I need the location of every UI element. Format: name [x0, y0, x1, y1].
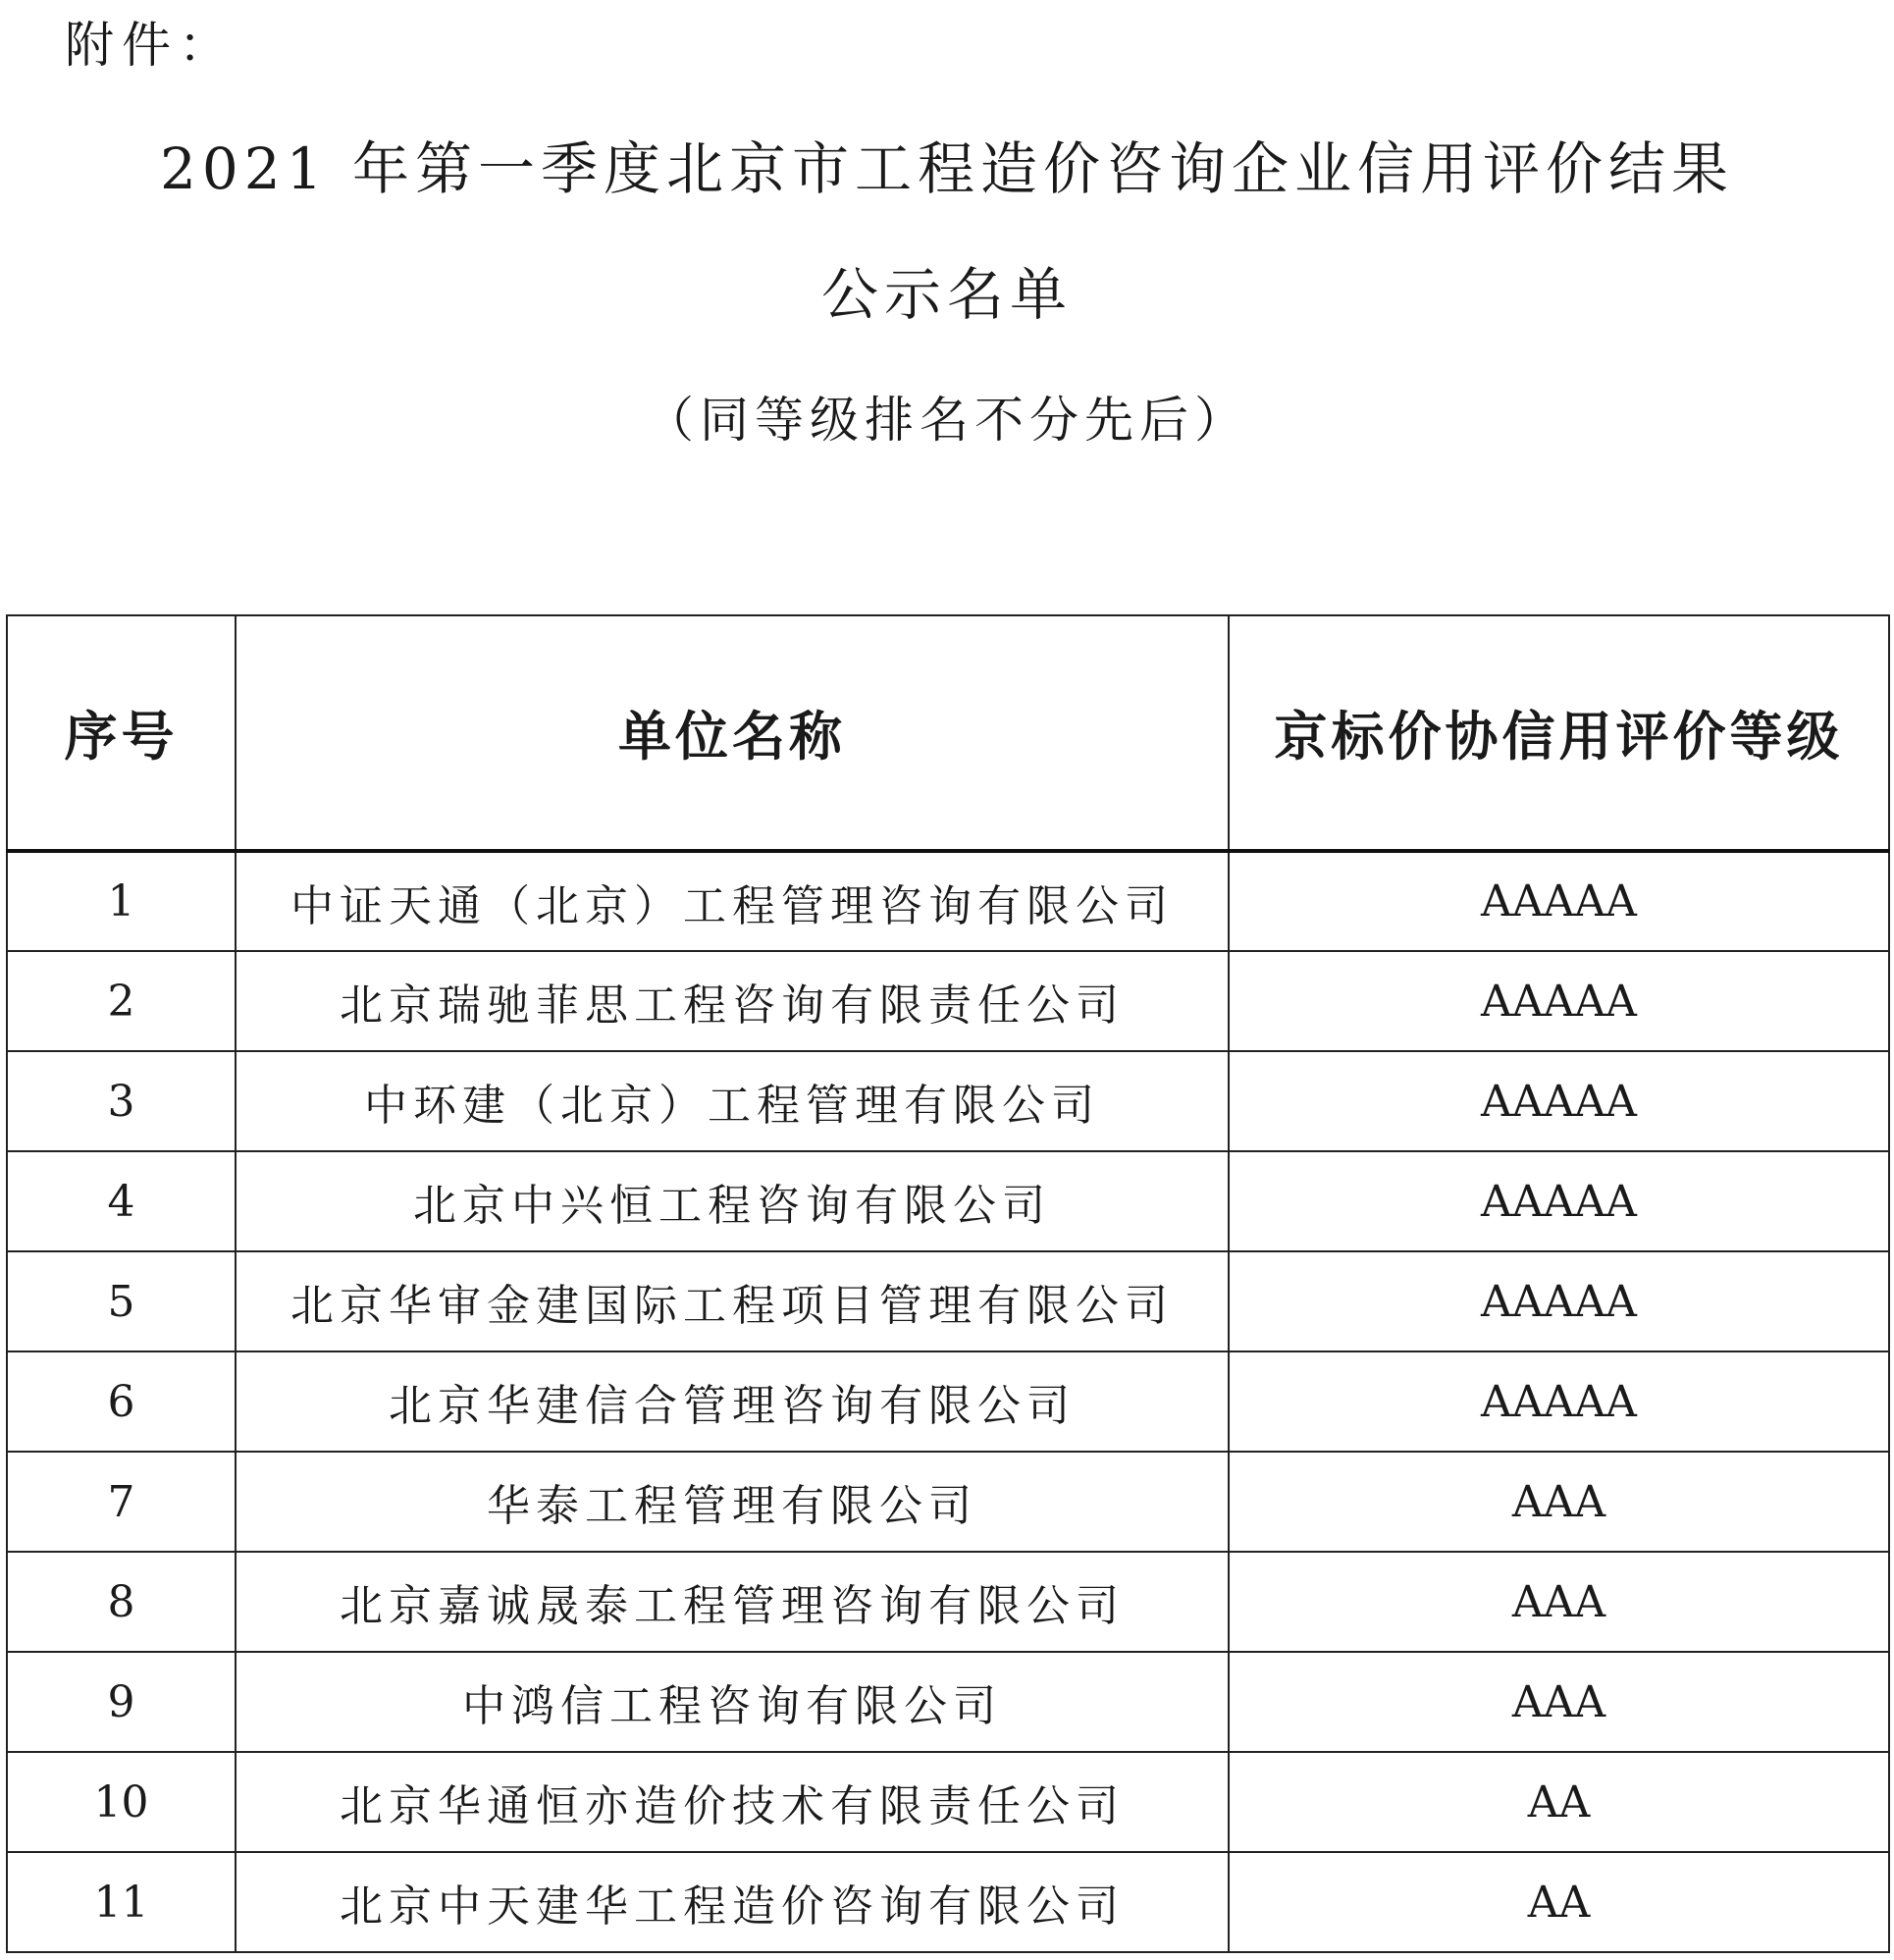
cell-serial-number: 1	[7, 851, 236, 951]
table-row	[7, 1452, 1889, 1552]
cell-credit-grade: AAAAA	[1229, 1051, 1889, 1151]
document-title-line-1: 2021 年第一季度北京市工程造价咨询企业信用评价结果	[159, 135, 1735, 202]
table-row	[7, 1251, 1889, 1351]
cell-credit-grade: AAAAA	[1229, 851, 1889, 951]
cell-company-name: 北京瑞驰菲思工程咨询有限责任公司	[236, 951, 1229, 1051]
table-row	[7, 1552, 1889, 1652]
table-row	[7, 951, 1889, 1051]
cell-company-name: 北京华审金建国际工程项目管理有限公司	[236, 1251, 1229, 1351]
cell-serial-number: 4	[7, 1151, 236, 1251]
cell-credit-grade: AAAAA	[1229, 1351, 1889, 1452]
cell-credit-grade: AA	[1229, 1852, 1889, 1952]
cell-serial-number: 7	[7, 1452, 236, 1552]
header-company-name: 单位名称	[236, 615, 1229, 851]
cell-credit-grade: AAAAA	[1229, 1251, 1889, 1351]
cell-company-name: 北京中天建华工程造价咨询有限公司	[236, 1852, 1229, 1952]
table-row	[7, 1351, 1889, 1452]
cell-serial-number: 11	[7, 1852, 236, 1952]
cell-company-name: 中鸿信工程咨询有限公司	[236, 1652, 1229, 1752]
cell-credit-grade: AAA	[1229, 1452, 1889, 1552]
cell-serial-number: 8	[7, 1552, 236, 1652]
cell-credit-grade: AAAAA	[1229, 951, 1889, 1051]
cell-serial-number: 5	[7, 1251, 236, 1351]
cell-company-name: 北京嘉诚晟泰工程管理咨询有限公司	[236, 1552, 1229, 1652]
table-row	[7, 851, 1889, 951]
document-title-line-2: 公示名单	[820, 261, 1073, 328]
cell-credit-grade: AA	[1229, 1752, 1889, 1852]
cell-company-name: 北京华通恒亦造价技术有限责任公司	[236, 1752, 1229, 1852]
header-credit-grade: 京标价协信用评价等级	[1229, 615, 1889, 851]
table-row	[7, 1151, 1889, 1251]
attachment-label: 附件：	[65, 17, 236, 74]
cell-company-name: 中环建（北京）工程管理有限公司	[236, 1051, 1229, 1151]
cell-serial-number: 9	[7, 1652, 236, 1752]
table-row	[7, 1051, 1889, 1151]
credit-rating-table	[6, 614, 1890, 1953]
cell-serial-number: 3	[7, 1051, 236, 1151]
table-row	[7, 1752, 1889, 1852]
cell-company-name: 北京华建信合管理咨询有限公司	[236, 1351, 1229, 1452]
table-row	[7, 1652, 1889, 1752]
document-subtitle: （同等级排名不分先后）	[645, 392, 1249, 449]
cell-company-name: 华泰工程管理有限公司	[236, 1452, 1229, 1552]
header-serial-number: 序号	[7, 615, 236, 851]
table-row	[7, 1852, 1889, 1952]
cell-company-name: 中证天通（北京）工程管理咨询有限公司	[236, 851, 1229, 951]
cell-serial-number: 2	[7, 951, 236, 1051]
cell-credit-grade: AAA	[1229, 1552, 1889, 1652]
cell-company-name: 北京中兴恒工程咨询有限公司	[236, 1151, 1229, 1251]
cell-serial-number: 6	[7, 1351, 236, 1452]
cell-credit-grade: AAAAA	[1229, 1151, 1889, 1251]
table-header-row	[7, 615, 1889, 851]
cell-serial-number: 10	[7, 1752, 236, 1852]
cell-credit-grade: AAA	[1229, 1652, 1889, 1752]
